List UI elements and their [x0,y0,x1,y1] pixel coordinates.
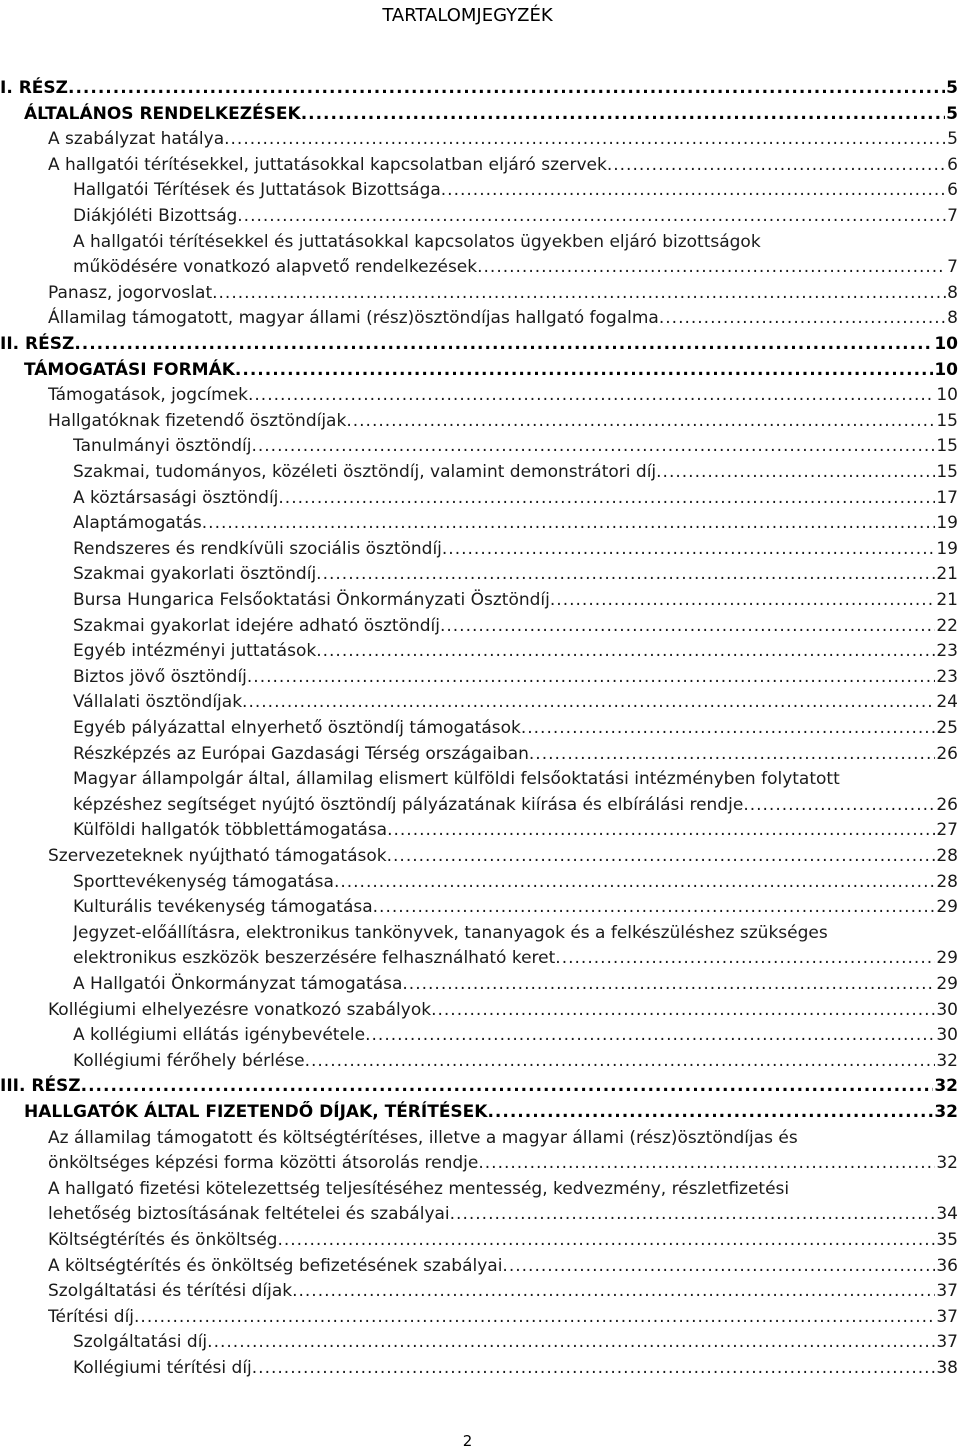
toc-entry-page: 21 [936,590,958,610]
toc-entry-title: Egyéb intézményi juttatások [73,641,317,662]
toc-entry[interactable] [48,1126,958,1152]
toc-entry[interactable] [0,1074,958,1100]
toc-entry[interactable] [73,178,958,204]
dot-leader [212,281,946,307]
toc-entry[interactable] [48,281,958,307]
dot-leader [251,434,935,460]
toc-entry[interactable] [73,562,958,588]
toc-entry-title: HALLGATÓK ÁLTAL FIZETENDŐ DÍJAK, TÉRÍTÉSEK [24,1102,488,1122]
toc-entry[interactable] [48,153,958,179]
toc-entry[interactable] [73,767,958,793]
toc-entry-title: Magyar állampolgár által, államilag elismert külföldi felsőoktatási intézményben folytatott [73,769,840,790]
toc-entry-title: A hallgatói térítésekkel, juttatásokkal kapcsolatban eljáró szervek [48,154,607,175]
toc-entry-title: működésére vonatkozó alapvető rendelkezések [73,257,478,278]
dot-leader [450,1202,936,1228]
toc-entry-title: önköltséges képzési forma közötti átsorolás rendje [48,1153,479,1174]
toc-entry[interactable] [24,1100,958,1126]
toc-entry[interactable] [24,358,958,384]
toc-entry-title: Költségtérítés és önköltség [48,1230,278,1250]
toc-entry-title: Sporttevékenység támogatása [73,871,334,892]
dot-leader [301,102,945,128]
dot-leader [440,614,935,640]
toc-entry-page: 28 [936,846,958,866]
toc-entry[interactable] [48,1228,958,1254]
toc-entry-title: Biztos jövő ösztöndíj [73,666,247,687]
toc-entry-page: 7 [947,206,958,226]
toc-entry[interactable] [73,639,958,665]
toc-entry[interactable] [48,844,958,870]
toc-entry-title: Vállalati ösztöndíjak [73,692,243,713]
toc-entry-page: 8 [947,308,958,329]
toc-entry[interactable] [24,102,958,128]
toc-entry-title: Államilag támogatott, magyar állami (rész)ösztöndíjas hallgató fogalma [48,308,659,329]
toc-entry-title: Hallgatóknak fizetendő ösztöndíjak [48,410,347,431]
dot-leader [248,383,935,409]
dot-leader [252,1356,936,1382]
toc-entry-page: 21 [936,564,958,585]
toc-entry[interactable] [73,614,958,640]
dot-leader [607,153,946,179]
toc-entry[interactable] [73,537,958,563]
toc-entry-title: Rendszeres és rendkívüli szociális ösztöndíj [73,538,442,559]
dot-leader [743,793,935,819]
dot-leader [478,1151,935,1177]
toc-entry-title: Szolgáltatási és térítési díjak [48,1281,293,1302]
toc-entry-page: 7 [947,257,958,278]
dot-leader [441,178,946,204]
dot-leader [521,716,936,742]
toc-entry[interactable] [73,946,958,972]
toc-entry-title: A köztársasági ösztöndíj [73,487,279,508]
toc-entry-title: Bursa Hungarica Felsőoktatási Önkormányzati Ösztöndíj [73,590,550,610]
toc-entry-page: 25 [936,718,958,738]
dot-leader [550,588,935,614]
toc-entry-page: 29 [936,974,958,994]
toc-entry-page: 38 [936,1358,958,1378]
toc-entry-page: 23 [936,641,958,662]
toc-entry-title: Kollégiumi elhelyezésre vonatkozó szabályok [48,999,432,1020]
toc-entry-page: 23 [936,666,958,687]
toc-entry-page: 37 [936,1306,958,1327]
toc-entry-title: Szolgáltatási díj [73,1332,208,1353]
dot-leader [487,1100,933,1126]
toc-entry-title: Részképzés az Európai Gazdasági Térség országaiban [73,743,529,764]
toc-entry-title: III. RÉSZ [0,1076,81,1097]
toc-entry[interactable] [48,1305,958,1331]
dot-leader [207,1330,935,1356]
toc-entry-page: 36 [936,1255,958,1276]
dot-leader [74,332,933,358]
dot-leader [81,1074,934,1100]
toc-entry-page: 5 [946,78,958,98]
toc-entry[interactable] [48,1177,958,1203]
toc-entry-page: 17 [936,487,958,508]
toc-entry-page: 32 [936,1153,958,1174]
toc-entry-page: 10 [936,385,958,406]
toc-entry-page: 15 [936,410,958,431]
toc-entry-page: 32 [934,1076,958,1097]
dot-leader [656,460,935,486]
toc-entry[interactable] [73,870,958,896]
toc-entry[interactable] [73,1023,958,1049]
toc-entry[interactable] [73,793,958,819]
toc-entry[interactable] [73,972,958,998]
toc-entry-page: 30 [936,1025,958,1046]
toc-entry-title: Szakmai gyakorlat idejére adható ösztöndíj [73,615,440,636]
toc-entry[interactable] [73,486,958,512]
dot-leader [431,998,935,1024]
toc-entry[interactable] [73,742,958,768]
page-number: 2 [462,1432,473,1450]
toc-entry-title: A hallgató fizetési kötelezettség teljesítéséhez mentesség, kedvezmény, részletfizetési [48,1178,790,1199]
toc-entry-page: 28 [936,871,958,892]
toc-entry-title: Támogatások, jogcímek [48,385,248,406]
toc-entry-title: Tanulmányi ösztöndíj [73,436,252,457]
toc-entry[interactable] [73,895,958,921]
toc-entry-page: 24 [936,692,958,713]
toc-entry-title: A Hallgatói Önkormányzat támogatása [73,974,403,994]
dot-leader [387,844,936,870]
toc-entry-page: 29 [936,897,958,918]
toc-entry-page: 29 [936,948,958,969]
dot-leader [502,1254,935,1280]
toc-entry-title: II. RÉSZ [0,334,75,354]
dot-leader [373,895,936,921]
dot-leader [277,1228,935,1254]
dot-leader [242,690,935,716]
toc-entry-title: Egyéb pályázattal elnyerhető ösztöndíj támogatások [73,718,521,738]
toc-entry-title: Szervezeteknek nyújtható támogatások [48,846,387,866]
toc-entry[interactable] [73,230,958,256]
toc-entry-title: A hallgatói térítésekkel és juttatásokkal kapcsolatos ügyekben eljáró bizottságok [73,231,761,252]
toc-entry-page: 26 [936,794,958,815]
dot-leader [247,665,935,691]
dot-leader [292,1279,935,1305]
toc-entry[interactable] [73,818,958,844]
toc-entry[interactable] [73,588,958,614]
toc-entry-title: elektronikus eszközök beszerzésére felhasználható keret [73,948,556,969]
toc-entry-title: Jegyzet-előállításra, elektronikus tankönyvek, tananyagok és a felkészüléshez szükséges [73,922,828,943]
toc-entry-title: Térítési díj [48,1306,135,1327]
dot-leader [442,537,935,563]
toc-entry-title: Az államilag támogatott és költségtérítéses, illetve a magyar állami (rész)ösztöndíjas és [48,1127,798,1148]
toc-entry-page: 32 [936,1050,958,1071]
toc-entry-page: 37 [936,1281,958,1302]
dot-leader [224,127,946,153]
toc-entry-title: Kollégiumi térítési díj [73,1358,252,1378]
toc-entry[interactable] [73,665,958,691]
toc-entry[interactable] [48,409,958,435]
toc-entry-page: 8 [947,282,958,303]
toc-entry[interactable] [48,383,958,409]
dot-leader [659,306,946,332]
toc-entry[interactable] [73,921,958,947]
toc-entry-page: 30 [936,999,958,1020]
toc-entry-page: 5 [947,129,958,150]
page-title: TARTALOMJEGYZÉK [382,5,553,26]
toc-entry-title: A szabályzat hatálya [48,129,225,150]
toc-entry-page: 10 [934,334,958,354]
toc-entry[interactable] [73,255,958,281]
toc-entry-title: lehetőség biztosításának feltételei és szabályai [48,1204,450,1225]
toc-entry-title: Külföldi hallgatók többlettámogatása [73,820,388,841]
toc-entry-page: 27 [936,820,958,841]
toc-entry-page: 6 [947,180,958,201]
toc-entry-title: A költségtérítés és önköltség befizetésének szabályai [48,1255,503,1276]
toc-entry[interactable] [73,1049,958,1075]
dot-leader [316,639,935,665]
toc-entry-page: 15 [936,462,958,482]
toc-entry-title: ÁLTALÁNOS RENDELKEZÉSEK [24,103,301,124]
toc-entry[interactable] [0,76,958,102]
toc-entry-page: 26 [936,743,958,764]
toc-entry-title: I. RÉSZ [0,78,68,98]
toc-entry[interactable] [73,716,958,742]
toc-entry[interactable] [73,511,958,537]
toc-entry-page: 10 [934,359,958,380]
dot-leader [387,818,935,844]
toc-entry-title: Alaptámogatás [73,513,202,534]
dot-leader [316,562,935,588]
toc-entry-page: 35 [936,1230,958,1250]
toc-entry-page: 32 [934,1102,958,1122]
toc-entry[interactable] [73,1356,958,1382]
toc-entry[interactable] [48,998,958,1024]
toc-entry[interactable] [48,306,958,332]
dot-leader [477,255,946,281]
toc-entry-title: Kulturális tevékenység támogatása [73,897,373,918]
toc-entry-title: Panasz, jogorvoslat [48,282,213,303]
toc-entry[interactable] [48,1202,958,1228]
toc-entry-title: Hallgatói Térítések és Juttatások Bizottsága [73,180,441,201]
toc-entry-page: 15 [936,436,958,457]
toc-entry[interactable] [48,127,958,153]
dot-leader [402,972,935,998]
dot-leader [346,409,935,435]
toc-entry-title: A kollégiumi ellátás igénybevétele [73,1025,366,1046]
toc-entry[interactable] [73,204,958,230]
toc-entry-page: 22 [936,615,958,636]
dot-leader [334,870,935,896]
toc-entry-page: 37 [936,1332,958,1353]
toc-entry-page: 34 [936,1204,958,1225]
toc-entry[interactable] [0,332,958,358]
dot-leader [68,76,945,102]
toc-entry[interactable] [48,1279,958,1305]
toc-entry-title: TÁMOGATÁSI FORMÁK [24,359,235,380]
dot-leader [555,946,935,972]
toc-entry-title: Diákjóléti Bizottság [73,206,238,226]
dot-leader [305,1049,936,1075]
toc-entry[interactable] [73,434,958,460]
dot-leader [365,1023,935,1049]
toc-entry[interactable] [48,1254,958,1280]
dot-leader [235,358,933,384]
dot-leader [134,1305,935,1331]
toc-entry[interactable] [73,690,958,716]
dot-leader [278,486,935,512]
dot-leader [237,204,946,230]
toc-entry-page: 19 [936,513,958,534]
toc-entry[interactable] [48,1151,958,1177]
toc-entry-title: Szakmai, tudományos, közéleti ösztöndíj, valamint demonstrátori díj [73,462,657,482]
toc-entry-title: Kollégiumi férőhely bérlése [73,1050,305,1071]
toc-entry-page: 19 [936,538,958,559]
dot-leader [529,742,935,768]
toc-entry-page: 6 [947,154,958,175]
toc-entry[interactable] [73,1330,958,1356]
toc-entry-title: képzéshez segítséget nyújtó ösztöndíj pályázatának kiírása és elbírálási rendje [73,794,744,815]
toc-entry-title: Szakmai gyakorlati ösztöndíj [73,564,317,585]
toc-entry-page: 5 [946,103,958,124]
toc-entry[interactable] [73,460,958,486]
dot-leader [202,511,936,537]
